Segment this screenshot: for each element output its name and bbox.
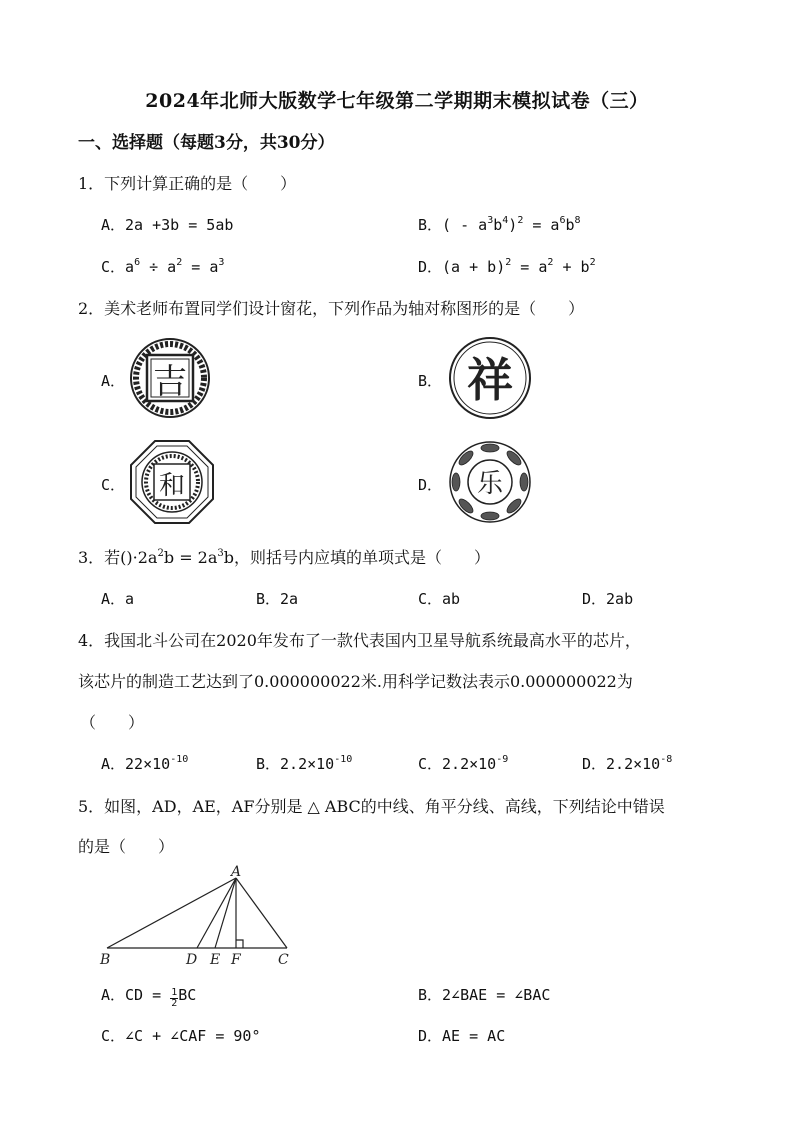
label-c: C xyxy=(278,952,289,968)
label-f: F xyxy=(231,952,241,968)
q5-option-b[interactable]: B．2∠BAE = ∠BAC xyxy=(418,986,551,1004)
q4-option-a[interactable]: A．$22\times 10^{-10}$ xyxy=(101,754,189,773)
q1-option-b[interactable]: B．( - $a^3b^4)^2 = a^6b^8$ xyxy=(418,215,581,234)
question-2-stem: 2．美术老师布置同学们设计窗花，下列作品为轴对称图形的是（ ） xyxy=(78,299,585,318)
q4-option-b[interactable]: B．$2.2\times 10^{-10}$ xyxy=(256,754,353,773)
q5-option-a[interactable]: A．CD = $\frac{1}{2}$ BC xyxy=(101,986,197,1009)
q1-option-d[interactable]: D．$(a + b)^2 = a^2 + b^2$ xyxy=(418,257,596,276)
q3-option-a[interactable]: A．a xyxy=(101,590,135,608)
question-3-stem: 3．若$()\cdot 2a^2b = 2a^3b$，则括号内应填的单项式是（ ） xyxy=(78,548,491,567)
q5-option-d[interactable]: D．AE = AC xyxy=(418,1027,506,1045)
right-angle-mark xyxy=(236,940,243,948)
q1-option-c[interactable]: C．$a^6 \div a^2 = a^3$ xyxy=(101,257,225,276)
q2-option-b-label[interactable]: B． xyxy=(418,372,443,390)
question-1-stem: 1．下列计算正确的是（ ） xyxy=(78,174,297,193)
q2-option-d-label[interactable]: D． xyxy=(418,476,443,494)
window-flower-he-icon[interactable] xyxy=(129,439,215,525)
q2-option-c-label[interactable]: C． xyxy=(101,476,126,494)
label-a: A xyxy=(231,864,242,880)
section-heading: 一、选择题（每题3分，共30分） xyxy=(78,133,335,153)
question-5-line-1: 5．如图，AD，AE，AF分别是 △ ABC的中线、角平分线、高线，下列结论中错误 xyxy=(78,797,665,816)
q1-option-a[interactable]: A．2a +3b = 5ab xyxy=(101,216,234,234)
window-flower-xiang-icon[interactable] xyxy=(448,336,532,420)
question-4-line-3: （ ） xyxy=(80,713,145,732)
question-4-line-1: 4．我国北斗公司在2020年发布了一款代表国内卫星导航系统最高水平的芯片， xyxy=(78,631,641,650)
q4-option-d[interactable]: D．$2.2\times 10^{-8}$ xyxy=(582,754,673,773)
he-character: 和 xyxy=(158,471,186,501)
label-e: E xyxy=(210,952,221,968)
xiang-character: 祥 xyxy=(467,353,513,407)
window-flower-le-icon[interactable] xyxy=(447,439,533,525)
q4-option-c[interactable]: C．$2.2\times 10^{-9}$ xyxy=(418,754,509,773)
ji-character: 吉 xyxy=(153,362,187,402)
question-5-line-2: 的是（ ） xyxy=(78,837,175,856)
label-d: D xyxy=(186,952,198,968)
triangle-abc-figure xyxy=(95,864,300,970)
q3-option-b[interactable]: B．2a xyxy=(256,590,299,608)
q3-option-c[interactable]: C．ab xyxy=(418,590,461,608)
q3-option-d[interactable]: D．2ab xyxy=(582,590,634,608)
q5-option-c[interactable]: C．∠C + ∠CAF = 90° xyxy=(101,1027,261,1045)
le-character: 乐 xyxy=(476,469,504,499)
window-flower-ji-icon[interactable] xyxy=(129,337,211,419)
q2-option-a-label[interactable]: A． xyxy=(101,372,126,390)
label-b: B xyxy=(100,952,111,968)
page-title: 2024年北师大版数学七年级第二学期期末模拟试卷（三） xyxy=(145,90,649,112)
bisector-ae xyxy=(215,878,236,948)
side-ac xyxy=(236,878,287,948)
question-4-line-2: 该芯片的制造工艺达到了0.000000022米.用科学记数法表示0.000000022为 xyxy=(78,672,633,691)
